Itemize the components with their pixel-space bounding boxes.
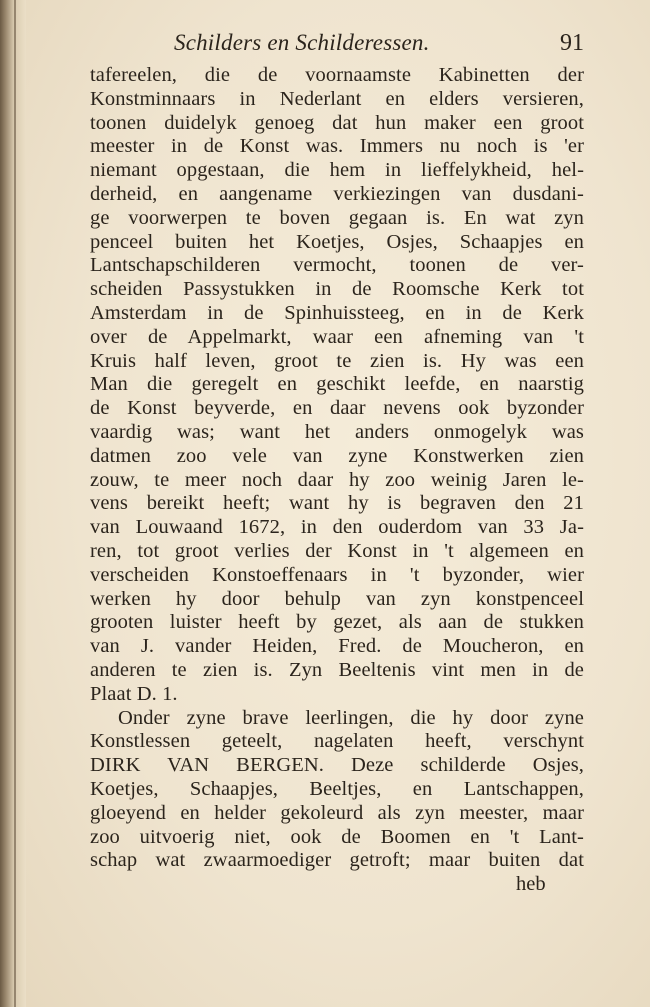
text-line: ren, tot groot verlies der Konst in 't algemeen en (90, 539, 584, 562)
book-binding-shadow (0, 0, 26, 1007)
text-line: gloeyend en helder gekoleurd als zyn meester, maar (90, 801, 584, 824)
text-line: niemant opgestaan, die hem in lieffelykheid, hel- (90, 159, 584, 182)
text-line: datmen zoo vele van zyne Konstwerken zien (90, 444, 584, 467)
text-line: verscheiden Konstoeffenaars in 't byzonder, wier (90, 563, 584, 586)
text-line: Konstlessen geteelt, nagelaten heeft, verschynt (90, 730, 584, 753)
text-line: Kruis half leven, groot te zien is. Hy was een (90, 349, 584, 372)
text-line: zouw, te meer noch daar hy zoo weinig Jaren le- (90, 468, 584, 491)
text-line: derheid, en aangename verkiezingen van dusdani- (90, 182, 584, 205)
text-line: Man die geregelt en geschikt leefde, en naarstig (90, 373, 584, 396)
text-line: van J. vander Heiden, Fred. de Moucheron, en (90, 635, 584, 658)
text-line: grooten luister heeft by gezet, als aan de stukken (90, 611, 584, 634)
text-line: DIRK VAN BERGEN. Deze schilderde Osjes, (90, 754, 584, 777)
body-text (90, 64, 584, 873)
text-line: over de Appelmarkt, waar een afneming van 't (90, 325, 584, 348)
text-line: Konstminnaars in Nederlant en elders versieren, (90, 87, 584, 110)
text-line: Koetjes, Schaapjes, Beeltjes, en Lantschappen, (90, 777, 584, 800)
text-line: tafereelen, die de voornaamste Kabinetten der (90, 64, 584, 86)
text-line: ge voorwerpen te boven gegaan is. En wat zyn (90, 206, 584, 229)
text-line: Lantschapschilderen vermocht, toonen de ver- (90, 254, 584, 277)
text-line: meester in de Konst was. Immers nu noch is 'er (90, 135, 584, 158)
text-line: toonen duidelyk genoeg dat hun maker een groot (90, 111, 584, 134)
text-line: werken hy door behulp van zyn konstpenceel (90, 587, 584, 610)
text-line: anderen te zien is. Zyn Beeltenis vint men in de (90, 658, 584, 681)
running-title: Schilders en Schilderessen. (174, 30, 430, 55)
catchword: heb (516, 873, 546, 895)
page-number: 91 (560, 30, 584, 56)
text-line: zoo uitvoerig niet, ook de Boomen en 't Lant- (90, 825, 584, 848)
paragraph-start-line: Onder zyne brave leerlingen, die hy door zyne (118, 706, 584, 729)
text-line: Plaat D. 1. (90, 682, 178, 705)
gutter-line (14, 0, 16, 1007)
text-line: schap wat zwaarmoediger getroft; maar buiten dat (90, 849, 584, 872)
text-line: scheiden Passystukken in de Roomsche Kerk tot (90, 278, 584, 301)
book-page (26, 0, 650, 1007)
text-line: vens bereikt heeft; want hy is begraven den 21 (90, 492, 584, 515)
text-line: vaardig was; want het anders onmogelyk was (90, 420, 584, 443)
text-line: de Konst beyverde, en daar nevens ook byzonder (90, 397, 584, 420)
text-line: van Louwaand 1672, in den ouderdom van 33 Ja- (90, 516, 584, 539)
text-line: penceel buiten het Koetjes, Osjes, Schaapjes en (90, 230, 584, 253)
text-line: Amsterdam in de Spinhuissteeg, en in de Kerk (90, 301, 584, 324)
running-head (174, 30, 584, 64)
